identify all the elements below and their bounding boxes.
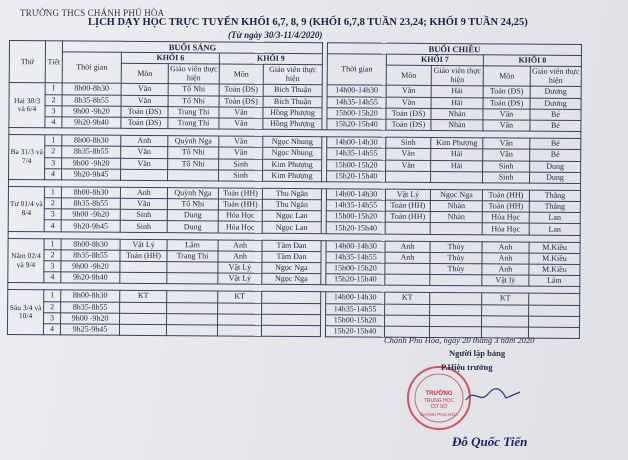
khoi6-subject-cell: Anh xyxy=(120,187,167,199)
period-cell: 4 xyxy=(45,117,62,128)
khoi8-teacher-cell xyxy=(528,327,579,339)
khoi9-teacher-cell: Ngọc Nga xyxy=(262,273,321,285)
khoi8-subject-cell: Anh xyxy=(482,241,529,253)
khoi9-teacher-cell xyxy=(262,314,321,326)
khoi8-teacher-cell: Dung xyxy=(530,172,581,184)
khoi6-subject-cell: Vật Lý xyxy=(120,239,167,251)
khoi7-subject-cell xyxy=(385,315,430,327)
khoi6-teacher-cell xyxy=(166,325,217,337)
khoi9-subject-cell xyxy=(217,325,261,336)
khoi9-subject-cell: Hóa Học xyxy=(218,210,262,221)
khoi9-subject-cell: Toán (HH) xyxy=(218,199,262,210)
khoi8-subject-cell: Văn xyxy=(483,149,530,161)
khoi6-subject-cell: Văn xyxy=(121,95,168,107)
time-afternoon-cell: 14h35-14h55 xyxy=(326,200,385,212)
khoi7-subject-cell: Anh xyxy=(385,252,430,264)
khoi7-teacher-cell xyxy=(430,293,482,305)
time-morning-cell: 8h35-8h55 xyxy=(62,94,121,106)
khoi9-teacher-cell: Thu Ngân xyxy=(262,199,321,211)
khoi7-teacher-cell: Nhàn xyxy=(430,212,482,224)
khoi6-subject-cell: Toán (ĐS) xyxy=(121,106,168,118)
header-time-morning: Thời gian xyxy=(62,52,121,84)
khoi6-teacher-cell: Tố Nhi xyxy=(168,95,219,107)
day-label: Sáu 3/4 và 10/4 xyxy=(7,290,43,335)
time-afternoon-cell: 14h00-14h30 xyxy=(326,189,385,201)
khoi8-teacher-cell: Dung xyxy=(530,161,581,173)
header-mon: Môn xyxy=(121,64,168,84)
khoi9-subject-cell: Hóa Học xyxy=(218,221,262,232)
time-morning-cell: 9h20-9h40 xyxy=(61,272,120,284)
khoi6-teacher-cell: Quỳnh Nga xyxy=(167,187,218,199)
period-cell: 3 xyxy=(44,209,61,220)
khoi7-teacher-cell: Thủy xyxy=(430,263,482,275)
khoi9-subject-cell xyxy=(218,314,262,325)
khoi6-teacher-cell xyxy=(167,273,218,285)
khoi8-teacher-cell: Lan xyxy=(529,212,580,224)
time-morning-cell: 9h00 -9h20 xyxy=(61,313,120,325)
period-cell: 1 xyxy=(44,187,61,198)
khoi8-subject-cell: Văn xyxy=(483,138,530,150)
time-morning-cell: 9h00 -9h20 xyxy=(62,157,121,169)
khoi9-teacher-cell: Kim Phượng xyxy=(263,159,322,171)
khoi7-subject-cell: Anh xyxy=(385,241,430,253)
khoi8-subject-cell: Hóa Học xyxy=(482,212,529,224)
time-morning-cell: 9h25-9h45 xyxy=(60,324,119,336)
khoi7-teacher-cell xyxy=(431,171,483,183)
khoi8-teacher-cell: Dương xyxy=(530,87,581,99)
time-afternoon-cell: 15h00-15h20 xyxy=(326,314,385,326)
time-morning-cell: 8h00-8h30 xyxy=(62,83,121,95)
khoi8-teacher-cell: M.Kiều xyxy=(529,242,580,254)
period-cell: 1 xyxy=(44,290,61,301)
khoi8-subject-cell xyxy=(482,316,529,328)
time-morning-cell: 9h20-9h45 xyxy=(62,169,121,181)
khoi6-teacher-cell: Trang Thi xyxy=(168,118,219,130)
period-cell: 3 xyxy=(45,106,62,117)
khoi9-subject-cell xyxy=(218,303,262,314)
khoi7-subject-cell: Văn xyxy=(386,86,431,98)
khoi6-teacher-cell: Dung xyxy=(167,210,218,222)
khoi9-teacher-cell: Tâm Đan xyxy=(262,240,321,252)
date-range: (Từ ngày 30/3-11/4/2020) xyxy=(228,30,323,40)
time-afternoon-cell: 15h20-15h40 xyxy=(327,170,386,182)
khoi8-subject-cell: Anh xyxy=(482,253,529,265)
time-afternoon-cell: 15h20-15h40 xyxy=(326,274,385,286)
khoi8-teacher-cell: M.Kiều xyxy=(529,253,580,265)
khoi8-subject-cell: Văn xyxy=(483,109,530,121)
khoi7-teacher-cell xyxy=(430,275,482,287)
header-mon: Môn xyxy=(219,64,263,84)
khoi7-teacher-cell: Thủy xyxy=(430,252,482,264)
khoi8-teacher-cell: Thắng xyxy=(529,201,580,213)
header-mon: Môn xyxy=(386,66,431,86)
period-cell: 4 xyxy=(44,272,61,283)
time-afternoon-cell: 15h00-15h20 xyxy=(327,107,386,119)
time-morning-cell: 9h00 -9h20 xyxy=(62,106,121,118)
period-cell: 3 xyxy=(45,157,62,168)
khoi6-subject-cell xyxy=(120,313,167,325)
khoi9-subject-cell: KT xyxy=(218,291,262,302)
khoi9-subject-cell: Vật Lý xyxy=(218,273,262,284)
khoi9-teacher-cell: Hồng Phượng xyxy=(263,107,322,119)
header-mon: Môn xyxy=(483,66,530,86)
header-khoi7: KHỐI 7 xyxy=(386,54,483,66)
time-morning-cell: 8h00-8h30 xyxy=(61,290,120,302)
khoi6-subject-cell: Văn xyxy=(121,158,168,170)
khoi6-teacher-cell: Tố Nhi xyxy=(168,84,219,96)
khoi6-subject-cell xyxy=(121,169,168,181)
khoi7-teacher-cell: Ngọc Nga xyxy=(430,189,482,201)
khoi7-subject-cell xyxy=(385,304,430,316)
khoi7-subject-cell: Toán (ĐS) xyxy=(386,108,431,120)
khoi6-teacher-cell xyxy=(167,262,218,274)
khoi8-teacher-cell: Lan xyxy=(529,224,580,236)
time-afternoon-cell: 15h00-15h20 xyxy=(326,211,385,223)
khoi9-teacher-cell xyxy=(261,325,320,337)
time-morning-cell: 8h00-8h30 xyxy=(61,238,120,250)
khoi6-teacher-cell: Tố Nhi xyxy=(168,147,219,159)
header-afternoon: BUỔI CHIỀU xyxy=(327,43,581,56)
svg-text:TRUNG HỌC: TRUNG HỌC xyxy=(423,398,455,404)
khoi8-subject-cell: Sinh xyxy=(483,171,530,183)
vice-principal-label: P.Hiệu trưởng xyxy=(441,362,493,372)
khoi8-teacher-cell: M.Kiều xyxy=(529,264,580,276)
school-name: TRƯỜNG THCS CHÁNH PHÚ HÒA xyxy=(20,8,165,18)
khoi7-teacher-cell: Hải xyxy=(431,149,483,161)
khoi7-subject-cell: Vật Lý xyxy=(385,189,430,201)
khoi9-teacher-cell: Hồng Phượng xyxy=(263,118,322,130)
khoi9-subject-cell: Văn xyxy=(219,147,263,158)
khoi9-teacher-cell: Ngọc Nga xyxy=(262,262,321,274)
khoi9-subject-cell: Văn xyxy=(219,136,263,147)
khoi7-subject-cell xyxy=(385,263,430,275)
time-morning-cell: 9h00 -9h20 xyxy=(61,209,120,221)
khoi6-subject-cell: Anh xyxy=(121,135,168,147)
header-khoi6: KHỐI 6 xyxy=(121,52,219,64)
khoi6-subject-cell xyxy=(120,272,167,284)
khoi8-teacher-cell xyxy=(529,294,580,306)
signature-mark xyxy=(462,384,526,406)
khoi7-teacher-cell: Nhàn xyxy=(431,108,483,120)
khoi9-subject-cell: Vật Lý xyxy=(218,262,262,273)
period-cell: 1 xyxy=(45,135,62,146)
khoi9-subject-cell: Toán (HH) xyxy=(218,188,262,199)
schedule-table xyxy=(7,40,582,339)
khoi8-teacher-cell: Lâm xyxy=(529,275,580,287)
header-gv: Giáo viên thực hiện xyxy=(431,66,483,86)
khoi6-subject-cell xyxy=(120,261,167,273)
time-afternoon-cell: 14h00-14h30 xyxy=(326,292,385,304)
time-morning-cell: 8h35-8h55 xyxy=(61,301,120,313)
khoi9-teacher-cell: Ngọc Nhung xyxy=(263,148,322,160)
day-label: Hai 30/3 và 6/4 xyxy=(9,83,45,128)
time-afternoon-cell: 15h20-15h40 xyxy=(325,326,384,338)
header-tiet: Tiết xyxy=(45,41,62,83)
khoi7-teacher-cell xyxy=(430,315,482,327)
time-morning-cell: 8h35-8h55 xyxy=(62,146,121,158)
time-afternoon-cell: 15h20-15h40 xyxy=(326,222,385,234)
khoi9-subject-cell: Anh xyxy=(218,240,262,251)
time-morning-cell: 8h00-8h30 xyxy=(61,187,120,199)
khoi6-subject-cell: Văn xyxy=(120,198,167,210)
khoi9-teacher-cell: Ngọc Nhung xyxy=(263,136,322,148)
khoi6-subject-cell: Sinh xyxy=(120,221,167,233)
khoi9-teacher-cell xyxy=(262,303,321,315)
khoi8-subject-cell: Toán (ĐS) xyxy=(483,86,530,98)
khoi8-subject-cell: Anh xyxy=(482,264,529,276)
period-cell: 2 xyxy=(44,198,61,209)
period-cell: 2 xyxy=(44,301,61,312)
header-gv: Giáo viên thực hiện xyxy=(263,65,322,85)
time-afternoon-cell: 14h35-14h55 xyxy=(327,148,386,160)
khoi7-subject-cell: Toán (HH) xyxy=(385,211,430,223)
khoi9-teacher-cell: Ngọc Lan xyxy=(262,211,321,223)
khoi7-subject-cell xyxy=(386,171,431,183)
khoi6-subject-cell: Toán (HH) xyxy=(120,250,167,262)
khoi9-teacher-cell: Kim Phượng xyxy=(263,170,322,182)
svg-text:CHÁNH PHÚ HÒA: CHÁNH PHÚ HÒA xyxy=(420,412,458,417)
khoi7-teacher-cell: Kim Phượng xyxy=(431,138,483,150)
khoi8-subject-cell: Toán (ĐS) xyxy=(483,97,530,109)
khoi6-teacher-cell: Tố Nhi xyxy=(167,199,218,211)
khoi8-subject-cell: Sinh xyxy=(483,160,530,172)
header-khoi8: KHỐI 8 xyxy=(483,55,581,67)
khoi6-teacher-cell: Lâm xyxy=(167,239,218,251)
khoi6-teacher-cell xyxy=(167,302,218,314)
khoi7-subject-cell: Văn xyxy=(386,160,431,172)
page-title: LỊCH DẠY HỌC TRỰC TUYẾN KHỐI 6,7, 8, 9 (KHỐI 6,7,8 TUẦN 23,24; KHỐI 9 TUẦN 24,25) xyxy=(88,17,528,28)
khoi6-teacher-cell xyxy=(167,313,218,325)
time-afternoon-cell: 14h35-14h55 xyxy=(326,303,385,315)
khoi9-teacher-cell: Bích Thuận xyxy=(263,96,322,108)
time-morning-cell: 8h00-8h30 xyxy=(62,135,121,147)
khoi9-subject-cell: Văn xyxy=(219,107,263,118)
time-afternoon-cell: 14h00-14h30 xyxy=(327,85,386,97)
khoi6-teacher-cell: Trang Thi xyxy=(168,106,219,118)
time-afternoon-cell: 15h00-15h20 xyxy=(327,159,386,171)
khoi9-subject-cell: Toán (ĐS) xyxy=(219,96,263,107)
khoi7-subject-cell: Sinh xyxy=(386,137,431,149)
khoi7-subject-cell: KT xyxy=(385,293,430,305)
khoi6-subject-cell: Sinh xyxy=(120,210,167,222)
period-cell: 2 xyxy=(44,250,61,261)
khoi8-subject-cell xyxy=(482,304,529,316)
period-cell: 1 xyxy=(45,83,62,94)
khoi8-subject-cell: Vật lý xyxy=(482,275,529,287)
khoi9-teacher-cell: Thu Ngân xyxy=(262,188,321,200)
khoi8-teacher-cell: Bé xyxy=(530,109,581,121)
time-afternoon-cell: 15h20-15h40 xyxy=(327,119,386,131)
signer-name: Đỗ Quốc Tiến xyxy=(452,434,528,449)
khoi6-subject-cell xyxy=(119,324,166,336)
time-afternoon-cell: 14h35-14h55 xyxy=(327,96,386,108)
time-morning-cell: 8h35-8h55 xyxy=(61,250,120,262)
khoi7-subject-cell: Văn xyxy=(386,148,431,160)
header-time-afternoon: Thời gian xyxy=(327,54,386,86)
period-cell: 4 xyxy=(44,220,61,231)
khoi6-subject-cell: Toán (ĐS) xyxy=(121,117,168,129)
khoi8-teacher-cell: Dương xyxy=(530,98,581,110)
khoi7-subject-cell xyxy=(385,274,430,286)
header-gv: Giáo viên thực hiện xyxy=(530,67,581,87)
khoi6-teacher-cell: Tố Nhi xyxy=(168,158,219,170)
khoi7-teacher-cell: Nhàn xyxy=(430,201,482,213)
khoi8-teacher-cell: Bé xyxy=(530,149,581,161)
khoi7-teacher-cell: Hải xyxy=(431,86,483,98)
khoi7-teacher-cell xyxy=(430,223,482,235)
khoi9-subject-cell: Toán (ĐS) xyxy=(219,84,263,95)
day-label: Ba 31/3 và 7/4 xyxy=(9,135,45,180)
khoi8-subject-cell: KT xyxy=(482,293,529,305)
period-cell: 2 xyxy=(45,146,62,157)
period-cell: 1 xyxy=(44,238,61,249)
svg-text:TRƯỜNG: TRƯỜNG xyxy=(425,391,453,397)
time-afternoon-cell: 15h00-15h20 xyxy=(326,263,385,275)
day-label: Năm 02/4 và 9/4 xyxy=(8,238,44,283)
khoi9-subject-cell: Sinh xyxy=(219,170,263,181)
period-cell: 3 xyxy=(44,261,61,272)
period-cell: 4 xyxy=(43,324,60,335)
khoi8-subject-cell: Hóa Học xyxy=(482,223,529,235)
khoi9-teacher-cell xyxy=(262,292,321,304)
khoi7-subject-cell: Toán (HH) xyxy=(385,200,430,212)
khoi8-teacher-cell: Thắng xyxy=(529,190,580,202)
khoi8-teacher-cell xyxy=(529,305,580,317)
place-date: Chánh Phú Hòa, ngày 20 tháng 3 năm 2020 xyxy=(384,335,535,345)
schedule-body xyxy=(7,83,581,339)
khoi6-teacher-cell xyxy=(167,291,218,303)
time-morning-cell: 9h20-9h40 xyxy=(62,117,121,129)
khoi7-subject-cell: Toán (ĐS) xyxy=(386,119,431,131)
khoi6-subject-cell: KT xyxy=(120,291,167,303)
time-afternoon-cell: 14h00-14h30 xyxy=(326,240,385,252)
time-afternoon-cell: 14h35-14h55 xyxy=(326,252,385,264)
khoi7-teacher-cell: Hải xyxy=(431,160,483,172)
header-thu: Thứ xyxy=(9,41,45,84)
khoi6-subject-cell: Văn xyxy=(121,84,168,96)
period-cell: 4 xyxy=(45,168,62,179)
khoi8-subject-cell: Văn xyxy=(483,120,530,132)
khoi9-subject-cell: Văn xyxy=(219,118,263,129)
khoi7-subject-cell: Văn xyxy=(386,97,431,109)
time-afternoon-cell: 14h00-14h30 xyxy=(327,137,386,149)
khoi8-teacher-cell: Bé xyxy=(530,120,581,132)
time-morning-cell: 9h00 -9h20 xyxy=(61,261,120,273)
khoi9-teacher-cell: Bích Thuận xyxy=(263,85,322,97)
khoi6-subject-cell xyxy=(120,302,167,314)
khoi9-teacher-cell: Ngọc Lan xyxy=(262,222,321,234)
khoi6-teacher-cell: Quỳnh Nga xyxy=(168,136,219,148)
khoi9-subject-cell: Sinh xyxy=(219,158,263,169)
time-morning-cell: 9h20-9h45 xyxy=(61,220,120,232)
khoi8-teacher-cell xyxy=(529,316,580,328)
khoi7-teacher-cell: Hải xyxy=(431,97,483,109)
khoi7-subject-cell xyxy=(385,223,430,235)
day-label: Tư 01/4 và 8/4 xyxy=(8,186,44,231)
time-morning-cell: 8h35-8h55 xyxy=(61,198,120,210)
khoi6-teacher-cell: Trang Thi xyxy=(167,250,218,262)
khoi6-teacher-cell: Dung xyxy=(167,221,218,233)
header-khoi9: KHỐI 9 xyxy=(219,53,322,65)
header-gv: Giáo viên thực hiện xyxy=(168,64,219,84)
khoi8-teacher-cell: Bé xyxy=(530,138,581,150)
khoi8-subject-cell: Toán (HH) xyxy=(482,201,529,213)
khoi7-teacher-cell xyxy=(430,304,482,316)
khoi7-teacher-cell: Nhàn xyxy=(431,119,483,131)
period-cell: 3 xyxy=(44,312,61,323)
khoi8-subject-cell: Toán (HH) xyxy=(482,190,529,202)
khoi9-subject-cell: Anh xyxy=(218,251,262,262)
khoi9-teacher-cell: Tâm Đan xyxy=(262,251,321,263)
khoi7-teacher-cell: Thủy xyxy=(430,241,482,253)
svg-text:CƠ SỞ: CƠ SỞ xyxy=(430,404,448,410)
period-cell: 2 xyxy=(45,94,62,105)
khoi6-teacher-cell xyxy=(168,169,219,181)
header-morning: BUỔI SÁNG xyxy=(62,41,322,54)
preparer-label: Người lập bảng xyxy=(449,348,506,358)
khoi6-subject-cell: Văn xyxy=(121,147,168,159)
